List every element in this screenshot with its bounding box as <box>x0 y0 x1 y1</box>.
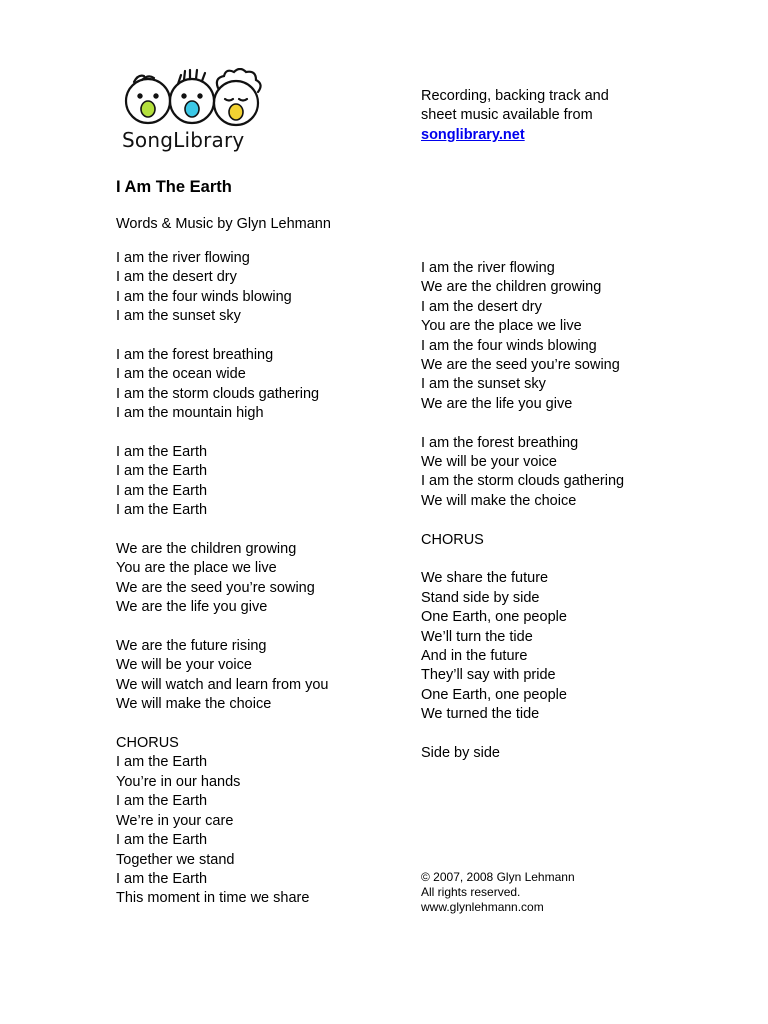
lyric-line: CHORUS <box>421 531 484 548</box>
lyric-line: We’ll turn the tide <box>421 628 533 645</box>
lyric-line: We will make the choice <box>421 492 577 509</box>
lyric-line: One Earth, one people <box>421 609 567 626</box>
lyric-line: I am the Earth <box>116 793 208 810</box>
lyric-line: And in the future <box>421 648 528 665</box>
lyric-line: You are the place we live <box>421 318 582 335</box>
lyric-line: I am the sunset sky <box>421 376 546 393</box>
lyric-line: Together we stand <box>116 851 235 868</box>
lyric-line: We are the seed you’re sowing <box>116 579 315 596</box>
lyric-line: Side by side <box>421 745 500 762</box>
logo-wordmark: SongLibrary <box>122 128 245 152</box>
lyrics-column-left <box>116 249 329 928</box>
lyric-line: I am the storm clouds gathering <box>116 385 320 402</box>
song-credits: Words & Music by Glyn Lehmann <box>116 216 331 232</box>
website-line: www.glynlehmann.com <box>421 900 544 914</box>
availability-line-1: Recording, backing track and <box>421 88 609 104</box>
lyric-line: I am the four winds blowing <box>421 337 597 354</box>
lyric-stanza <box>116 637 329 715</box>
songlibrary-link[interactable]: songlibrary.net <box>421 126 525 143</box>
lyric-line: I am the mountain high <box>116 405 264 422</box>
songlibrary-logo <box>118 68 270 163</box>
lyric-line: You are the place we live <box>116 560 277 577</box>
lyric-line: We are the children growing <box>421 279 602 296</box>
copyright-notice <box>421 870 575 915</box>
lyric-stanza <box>421 434 624 512</box>
lyric-line: You’re in our hands <box>116 773 241 790</box>
lyric-line: I am the Earth <box>116 832 208 849</box>
singing-faces-icon <box>118 68 270 130</box>
lyric-line: They’ll say with pride <box>421 667 556 684</box>
lyric-line: We will watch and learn from you <box>116 676 329 693</box>
lyric-stanza <box>421 569 624 724</box>
lyric-line: I am the Earth <box>116 502 208 519</box>
lyric-stanza <box>116 734 329 909</box>
lyric-stanza <box>116 346 329 424</box>
lyric-line: We are the life you give <box>421 395 573 412</box>
lyric-stanza <box>116 249 329 327</box>
lyric-line: I am the four winds blowing <box>116 288 292 305</box>
lyrics-column-right <box>421 259 624 783</box>
lyric-line: We will be your voice <box>421 454 557 471</box>
rights-line: All rights reserved. <box>421 885 521 899</box>
lyric-line: I am the river flowing <box>421 260 555 276</box>
lyric-line: I am the forest breathing <box>421 434 579 451</box>
lyric-line: We are the future rising <box>116 638 267 655</box>
lyric-stanza <box>421 744 624 763</box>
lyric-line: Stand side by side <box>421 589 540 606</box>
lyric-line: We are the seed you’re sowing <box>421 357 620 374</box>
lyric-line: One Earth, one people <box>421 686 567 703</box>
lyric-line: I am the Earth <box>116 463 208 480</box>
lyric-line: We are the life you give <box>116 599 268 616</box>
lyric-line: I am the desert dry <box>421 298 542 315</box>
lyric-line: CHORUS <box>116 735 179 752</box>
availability-line-2: sheet music available from <box>421 107 593 124</box>
lyric-line: We’re in your care <box>116 812 234 829</box>
lyric-stanza <box>116 540 329 618</box>
lyric-stanza <box>116 443 329 521</box>
lyric-line: We will be your voice <box>116 657 252 674</box>
lyric-line: This moment in time we share <box>116 890 310 907</box>
lyric-line: I am the Earth <box>116 870 208 887</box>
lyric-line: We are the children growing <box>116 541 297 558</box>
lyric-stanza <box>421 531 624 550</box>
lyric-line: I am the Earth <box>116 444 208 461</box>
lyric-line: I am the forest breathing <box>116 347 274 364</box>
copyright-line: © 2007, 2008 Glyn Lehmann <box>421 870 575 884</box>
lyric-stanza <box>421 259 624 414</box>
availability-note <box>421 87 681 145</box>
song-title: I Am The Earth <box>116 178 232 196</box>
lyric-line: I am the Earth <box>116 754 208 771</box>
lyric-line: I am the storm clouds gathering <box>421 473 625 490</box>
lyric-line: We turned the tide <box>421 706 540 723</box>
lyric-line: I am the desert dry <box>116 269 237 286</box>
lyric-line: I am the Earth <box>116 482 208 499</box>
lyric-line: I am the sunset sky <box>116 308 241 325</box>
lyric-line: We will make the choice <box>116 696 272 713</box>
lyric-line: I am the ocean wide <box>116 366 246 383</box>
lyric-line: We share the future <box>421 570 549 587</box>
lyric-line: I am the river flowing <box>116 250 250 266</box>
